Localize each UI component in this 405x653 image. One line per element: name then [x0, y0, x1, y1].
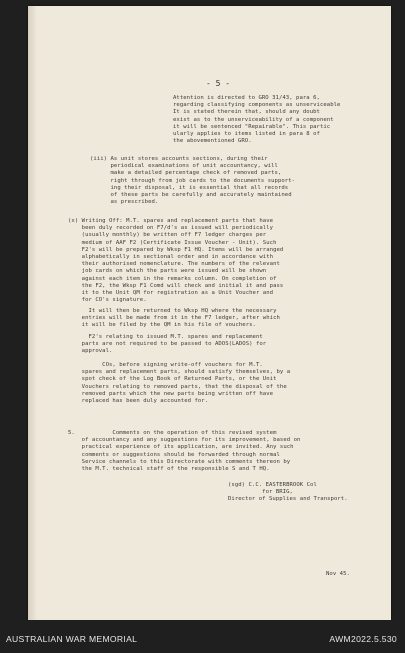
text-line: COs, before signing write-off vouchers for M.T.: [68, 362, 263, 368]
text-line: It will then be returned to Wksp HQ where the necessary: [68, 308, 277, 314]
text-line: ularly applies to items listed in para 8 of: [173, 131, 320, 138]
text-line: comments or suggestions should be forwarded through normal: [68, 451, 280, 458]
text-line: Attention is directed to GRO 31/43, para 6,: [173, 95, 320, 101]
text-line: spot check of the Log Book of Returned Parts, or the Unit: [68, 376, 277, 383]
text-line: the abovementioned GRO.: [173, 138, 252, 145]
text-line: for CO's signature.: [68, 297, 147, 304]
text-line: medium of AAF F2 (Certificate Issue Voucher - Unit). Such: [68, 239, 277, 246]
text-line: of accountancy and any suggestions for its improvement, based on: [68, 437, 301, 444]
date: Nov 45.: [326, 571, 350, 577]
text-line: 5. Comments on the operation of this revised system: [68, 430, 277, 436]
document-page: [28, 6, 391, 620]
text-line: for BRIG,: [228, 489, 293, 496]
text-line: the F2, the Wksp F1 Comd will check and initial it and pass: [68, 282, 284, 289]
text-line: parts are not required to be passed to ADOS(LADOS) for: [68, 341, 267, 348]
text-line: it to the Unit QM for registration as a Unit Voucher and: [68, 290, 274, 297]
text-line: practical experience of its application, are invited. Any such: [68, 444, 294, 451]
text-line: spares and replacement parts, should satisfy themselves, by a: [68, 369, 291, 376]
text-line: Vouchers relating to removed parts, that the disposal of the: [68, 383, 287, 390]
text-line: (sgd) C.C. EASTERBROOK Col: [228, 482, 317, 488]
text-line: regarding classifying components as unserviceable: [173, 102, 341, 109]
text-line: it will be sentenced "Repairable". This partic: [173, 123, 331, 130]
paragraph-iii: [90, 156, 295, 206]
text-line: as prescribed.: [90, 199, 159, 206]
text-line: F2's will be prepared by Wksp F1 HQ. Items will be arranged: [68, 246, 284, 253]
paragraph-5: [68, 430, 300, 473]
text-line: approval.: [68, 348, 113, 355]
text-line: Service channels to this Directorate with comments thereon by: [68, 458, 291, 465]
paragraph-cos: [68, 362, 290, 405]
text-line: entries will be made from it in the F7 ledger, after which: [68, 315, 280, 322]
text-line: ing their disposal, it is essential that all records: [90, 184, 289, 191]
text-line: (usually monthly) be written off F7 ledger charges per: [68, 232, 267, 239]
paragraph-attention: [173, 95, 340, 145]
text-line: (x) Writing Off: M.T. spares and replacement parts that have: [68, 218, 274, 224]
text-line: It is stated therein that, should any doubt: [173, 109, 320, 116]
text-line: F2's relating to issued M.T. spares and replacement: [68, 334, 263, 340]
footer-left-label: AUSTRALIAN WAR MEMORIAL: [6, 634, 138, 644]
text-line: exist as to the unserviceability of a component: [173, 116, 334, 123]
paragraph-returned: [68, 308, 280, 330]
text-line: their authorised nomenclature. The numbers of the relevant: [68, 261, 280, 268]
text-line: alphabetically in sectional order and in accordance with: [68, 254, 274, 261]
text-line: been duly recorded on F7/d's as issued will periodically: [68, 225, 274, 232]
text-line: the M.T. technical staff of the responsible S and T HQ.: [68, 466, 270, 473]
text-line: replaced has been duly accounted for.: [68, 398, 209, 405]
text-line: against each item in the remarks column. On completion of: [68, 275, 277, 282]
archive-footer: [0, 620, 405, 653]
text-line: make a detailed percentage check of removed parts,: [90, 170, 282, 177]
text-line: right through from job cards to the documents support-: [90, 177, 296, 184]
text-line: removed parts which the new parts being written off have: [68, 390, 274, 397]
text-line: of these parts be carefully and accurately maintained: [90, 192, 292, 199]
text-line: job cards on which the parts were issued will be shown: [68, 268, 267, 275]
signature-block: [228, 482, 348, 504]
page-number: - 5 -: [206, 79, 231, 88]
paragraph-writing-off: [68, 218, 283, 304]
footer-right-label: AWM2022.5.530: [329, 634, 397, 644]
text-line: Director of Supplies and Transport.: [228, 496, 348, 503]
text-line: (iii) As unit stores accounts sections, during their: [90, 156, 268, 162]
text-line: periodical examinations of unit accountancy, will: [90, 163, 278, 170]
paragraph-f2-approval: [68, 334, 266, 356]
text-line: it will be filed by the QM in his file of vouchers.: [68, 322, 256, 329]
